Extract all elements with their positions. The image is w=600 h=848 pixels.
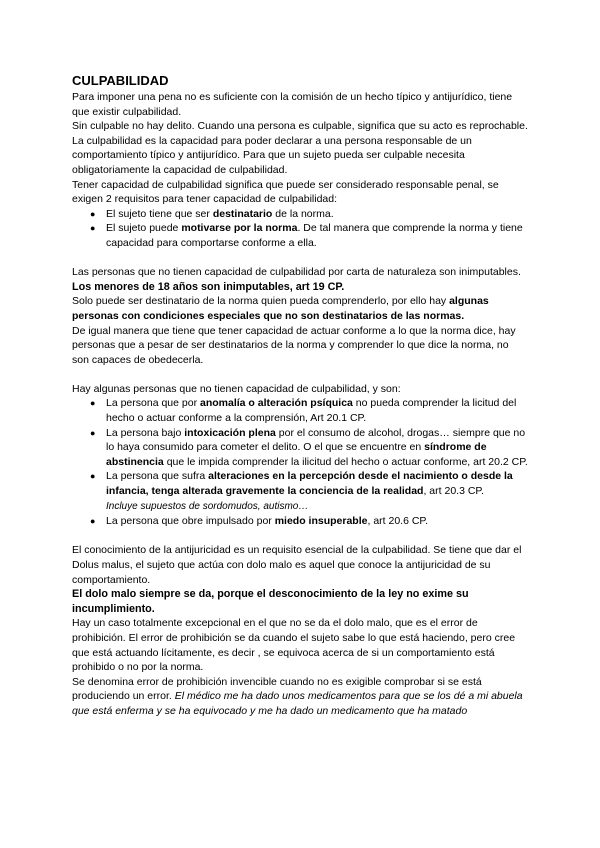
bullet-icon: ● — [90, 427, 96, 438]
list-item: ● El sujeto tiene que ser destinatario de la norma. — [90, 207, 334, 220]
bullet-icon: ● — [90, 516, 96, 527]
paragraph-sin-capacidad: Hay algunas personas que no tienen capacidad de culpabilidad, y son: — [72, 382, 401, 395]
paragraph-menores: Los menores de 18 años son inimputables, art 19 CP. — [72, 280, 345, 293]
bullet-icon: ● — [90, 208, 96, 219]
paragraph-intro: Para imponer una pena no es suficiente con la comisión de un hecho típico y antijurídico, tiene que existir culpabilidad. — [72, 91, 513, 118]
list-item: ● El sujeto puede motivarse por la norma. De tal manera que comprende la norma y tiene capacidad para comportarse conforme a ella. — [90, 222, 523, 249]
paragraph-requirements: Tener capacidad de culpabilidad significa que puede ser considerado responsable penal, se exigen 2 requisitos para tener capacidad de culpabilidad: — [72, 178, 499, 206]
paragraph-error-prohibicion: Hay un caso totalmente excepcional en el que no se da el dolo malo, que es el error de prohibición. El error de prohibición se da cuando el sujeto sabe lo que está haciendo, pero cree que está actuando lícitamente, es decir , se equivoca acerca de si un comportamiento está prohibido o no por la norma. — [72, 617, 516, 674]
list-item: ● La persona bajo intoxicación plena por el consumo de alcohol, drogas… siempre que no lo haya consumido para cometer el delito. O el que se encuentre en síndrome de abstinencia que le impida comprender la ilicitud del hecho o actuar conforme, art 20.2 CP. — [90, 426, 528, 468]
bullet-icon: ● — [90, 471, 96, 482]
paragraph-culpable: Sin culpable no hay delito. Cuando una persona es culpable, significa que su acto es reprochable. — [72, 120, 528, 133]
spacer — [72, 529, 528, 544]
paragraph-destinatario: Solo puede ser destinatario de la norma quien pueda comprenderlo, por ello hay algunas personas con condiciones especiales que no son destinatarios de las normas. — [72, 295, 489, 322]
bullet-icon: ● — [90, 223, 96, 234]
requirements-list — [72, 207, 528, 251]
bullet-icon: ● — [90, 398, 96, 409]
spacer — [72, 367, 528, 382]
exemptions-list — [72, 396, 528, 528]
note-text: Incluye supuestos de sordomudos, autismo… — [106, 500, 309, 512]
paragraph-antijuricidad: El conocimiento de la antijuricidad es un requisito esencial de la culpabilidad. Se tiene que dar el Dolus malus, el sujeto que actúa con dolo malo es aquel que conoce la antijuricidad de su comportamiento. — [72, 544, 522, 586]
paragraph-obedecer: De igual manera que tiene que tener capacidad de actuar conforme a lo que la norma dice, hay personas que a pesar de ser destinatarios de la norma y comprender lo que dice la norma, no son capaces de obedecerla. — [72, 324, 516, 366]
document-page — [72, 72, 528, 719]
list-item: ● La persona que obre impulsado por miedo insuperable, art 20.6 CP. — [90, 515, 428, 528]
page-title: CULPABILIDAD — [72, 73, 169, 88]
list-item: ● La persona que sufra alteraciones en la percepción desde el nacimiento o desde la infancia, tenga alterada gravemente la conciencia de la realidad, art 20.3 CP. Incluye supuestos de sordomudos, autismo… — [90, 470, 513, 512]
paragraph-definition: La culpabilidad es la capacidad para poder declarar a una persona responsable de un comportamiento típico y antijurídico. Para que un sujeto pueda ser culpable necesita obligatoriamente la capacidad de culpabilidad. — [72, 134, 472, 176]
paragraph-error-invencible: Se denomina error de prohibición invencible cuando no es exigible comprobar si se está produciendo un error. El médico me ha dado unos medicamentos para que se los dé a mi abuela que está enferma y se ha equivocado y me ha dado un medicamento que ha matado — [72, 675, 523, 717]
spacer — [72, 251, 528, 266]
paragraph-inimputables: Las personas que no tienen capacidad de culpabilidad por carta de naturaleza son inimputables. — [72, 266, 521, 279]
paragraph-dolo-malo: El dolo malo siempre se da, porque el desconocimiento de la ley no exime su incumplimiento. — [72, 588, 469, 615]
list-item: ● La persona que por anomalía o alteración psíquica no pueda comprender la licitud del hecho o actuar conforme a la comprensión, Art 20.1 CP. — [90, 397, 517, 425]
